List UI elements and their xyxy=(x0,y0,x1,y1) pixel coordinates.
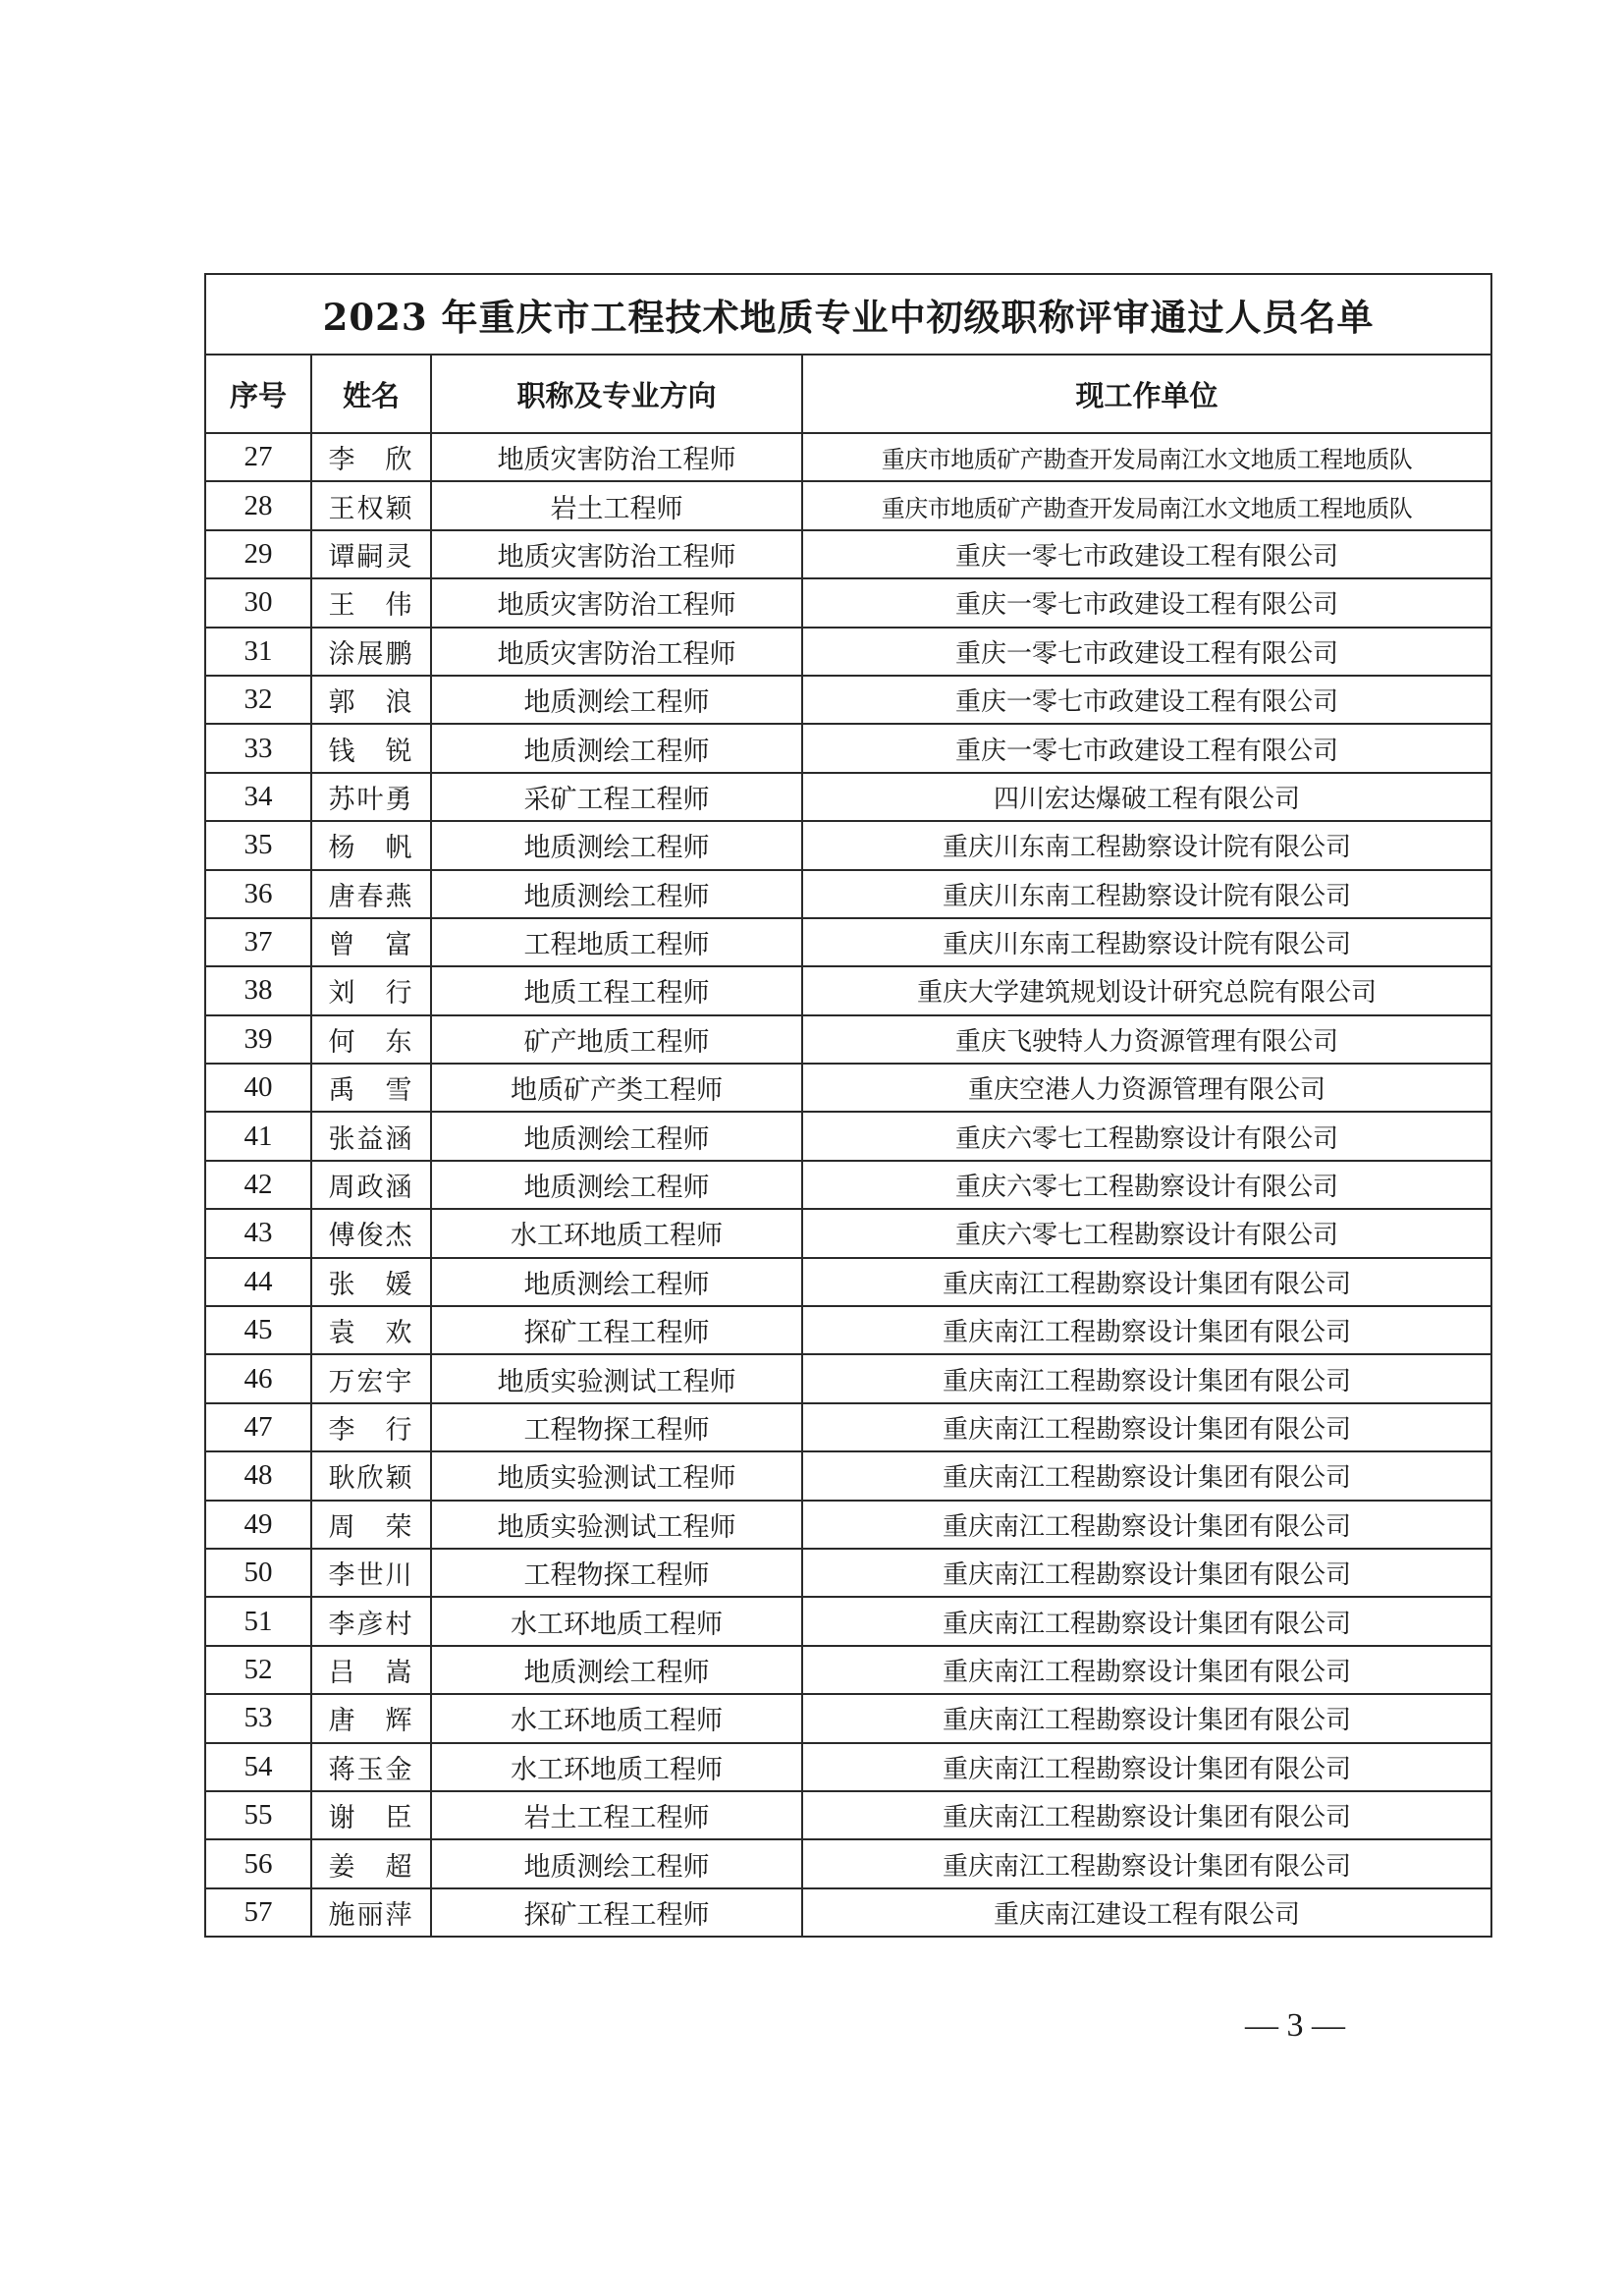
table-row xyxy=(205,773,1491,821)
row-title-cell: 地质灾害防治工程师 xyxy=(431,578,802,627)
row-title-cell: 水工环地质工程师 xyxy=(431,1743,802,1791)
row-index-cell: 53 xyxy=(205,1694,311,1742)
row-employer-cell: 重庆南江工程勘察设计集团有限公司 xyxy=(802,1354,1491,1402)
row-title-cell: 工程物探工程师 xyxy=(431,1549,802,1597)
row-index-cell: 55 xyxy=(205,1791,311,1839)
row-name-cell: 周 荣 xyxy=(311,1501,431,1549)
row-title-cell: 地质工程工程师 xyxy=(431,966,802,1014)
row-employer-cell: 重庆南江工程勘察设计集团有限公司 xyxy=(802,1403,1491,1451)
row-employer-cell: 重庆南江工程勘察设计集团有限公司 xyxy=(802,1646,1491,1694)
table-title-row xyxy=(205,274,1491,355)
table-row xyxy=(205,1354,1491,1402)
row-index-cell: 44 xyxy=(205,1258,311,1306)
page-number: — 3 — xyxy=(1245,2007,1345,2044)
row-employer-cell: 重庆南江工程勘察设计集团有限公司 xyxy=(802,1501,1491,1549)
table-row xyxy=(205,1549,1491,1597)
row-title-cell: 地质实验测试工程师 xyxy=(431,1501,802,1549)
row-index-cell: 45 xyxy=(205,1306,311,1354)
row-index-cell: 51 xyxy=(205,1597,311,1645)
row-index-cell: 43 xyxy=(205,1209,311,1257)
table-row xyxy=(205,918,1491,966)
row-index-cell: 31 xyxy=(205,628,311,676)
row-name-cell: 姜 超 xyxy=(311,1839,431,1887)
table-row xyxy=(205,1743,1491,1791)
table-row xyxy=(205,1501,1491,1549)
row-name-cell: 李 欣 xyxy=(311,433,431,481)
row-index-cell: 29 xyxy=(205,530,311,578)
row-name-cell: 钱 锐 xyxy=(311,724,431,772)
row-employer-cell: 重庆一零七市政建设工程有限公司 xyxy=(802,724,1491,772)
row-title-cell: 水工环地质工程师 xyxy=(431,1209,802,1257)
row-index-cell: 32 xyxy=(205,676,311,724)
row-name-cell: 蒋玉金 xyxy=(311,1743,431,1791)
row-name-cell: 郭 浪 xyxy=(311,676,431,724)
row-name-cell: 谭嗣灵 xyxy=(311,530,431,578)
row-title-cell: 探矿工程工程师 xyxy=(431,1306,802,1354)
row-employer-cell: 重庆一零七市政建设工程有限公司 xyxy=(802,676,1491,724)
row-name-cell: 张 媛 xyxy=(311,1258,431,1306)
row-index-cell: 48 xyxy=(205,1451,311,1500)
row-employer-cell: 重庆市地质矿产勘查开发局南江水文地质工程地质队 xyxy=(802,481,1491,529)
row-employer-cell: 重庆南江工程勘察设计集团有限公司 xyxy=(802,1791,1491,1839)
row-index-cell: 56 xyxy=(205,1839,311,1887)
row-index-cell: 33 xyxy=(205,724,311,772)
row-name-cell: 杨 帆 xyxy=(311,821,431,869)
row-name-cell: 李世川 xyxy=(311,1549,431,1597)
row-name-cell: 王权颖 xyxy=(311,481,431,529)
row-name-cell: 唐春燕 xyxy=(311,870,431,918)
row-title-cell: 地质灾害防治工程师 xyxy=(431,530,802,578)
row-title-cell: 地质测绘工程师 xyxy=(431,724,802,772)
row-employer-cell: 重庆川东南工程勘察设计院有限公司 xyxy=(802,918,1491,966)
row-index-cell: 38 xyxy=(205,966,311,1014)
document-title: 2023 年重庆市工程技术地质专业中初级职称评审通过人员名单 xyxy=(205,274,1491,355)
document-page xyxy=(204,273,1490,1938)
table-row xyxy=(205,628,1491,676)
row-employer-cell: 重庆南江工程勘察设计集团有限公司 xyxy=(802,1451,1491,1500)
row-employer-cell: 重庆市地质矿产勘查开发局南江水文地质工程地质队 xyxy=(802,433,1491,481)
row-name-cell: 傅俊杰 xyxy=(311,1209,431,1257)
row-employer-cell: 重庆六零七工程勘察设计有限公司 xyxy=(802,1161,1491,1209)
row-index-cell: 39 xyxy=(205,1015,311,1064)
row-index-cell: 34 xyxy=(205,773,311,821)
row-employer-cell: 重庆南江工程勘察设计集团有限公司 xyxy=(802,1694,1491,1742)
table-row xyxy=(205,1839,1491,1887)
row-index-cell: 28 xyxy=(205,481,311,529)
table-row xyxy=(205,433,1491,481)
row-title-cell: 矿产地质工程师 xyxy=(431,1015,802,1064)
row-title-cell: 地质测绘工程师 xyxy=(431,1646,802,1694)
table-row xyxy=(205,1451,1491,1500)
row-title-cell: 地质测绘工程师 xyxy=(431,1161,802,1209)
table-row xyxy=(205,1015,1491,1064)
table-row xyxy=(205,481,1491,529)
row-name-cell: 涂展鹏 xyxy=(311,628,431,676)
column-header-row xyxy=(205,355,1491,433)
row-index-cell: 41 xyxy=(205,1112,311,1160)
table-row xyxy=(205,1112,1491,1160)
column-header-name: 姓名 xyxy=(311,355,431,433)
table-row xyxy=(205,1888,1491,1937)
row-name-cell: 周政涵 xyxy=(311,1161,431,1209)
table-row xyxy=(205,1694,1491,1742)
row-index-cell: 40 xyxy=(205,1064,311,1112)
row-index-cell: 27 xyxy=(205,433,311,481)
row-name-cell: 苏叶勇 xyxy=(311,773,431,821)
row-title-cell: 地质实验测试工程师 xyxy=(431,1451,802,1500)
row-name-cell: 耿欣颖 xyxy=(311,1451,431,1500)
row-name-cell: 李 行 xyxy=(311,1403,431,1451)
table-row xyxy=(205,821,1491,869)
table-row xyxy=(205,1597,1491,1645)
row-index-cell: 49 xyxy=(205,1501,311,1549)
table-row xyxy=(205,966,1491,1014)
row-name-cell: 万宏宇 xyxy=(311,1354,431,1402)
personnel-table xyxy=(204,273,1492,1938)
table-row xyxy=(205,578,1491,627)
row-title-cell: 水工环地质工程师 xyxy=(431,1694,802,1742)
table-row xyxy=(205,1209,1491,1257)
row-index-cell: 57 xyxy=(205,1888,311,1937)
row-title-cell: 地质实验测试工程师 xyxy=(431,1354,802,1402)
row-name-cell: 袁 欢 xyxy=(311,1306,431,1354)
row-employer-cell: 重庆南江工程勘察设计集团有限公司 xyxy=(802,1839,1491,1887)
row-title-cell: 地质灾害防治工程师 xyxy=(431,433,802,481)
row-index-cell: 54 xyxy=(205,1743,311,1791)
row-title-cell: 采矿工程工程师 xyxy=(431,773,802,821)
row-index-cell: 50 xyxy=(205,1549,311,1597)
row-title-cell: 探矿工程工程师 xyxy=(431,1888,802,1937)
row-employer-cell: 四川宏达爆破工程有限公司 xyxy=(802,773,1491,821)
row-index-cell: 35 xyxy=(205,821,311,869)
table-row xyxy=(205,724,1491,772)
row-title-cell: 水工环地质工程师 xyxy=(431,1597,802,1645)
column-header-title-major: 职称及专业方向 xyxy=(431,355,802,433)
row-title-cell: 地质测绘工程师 xyxy=(431,870,802,918)
row-index-cell: 37 xyxy=(205,918,311,966)
row-title-cell: 地质测绘工程师 xyxy=(431,1112,802,1160)
row-employer-cell: 重庆南江建设工程有限公司 xyxy=(802,1888,1491,1937)
row-name-cell: 谢 臣 xyxy=(311,1791,431,1839)
row-employer-cell: 重庆六零七工程勘察设计有限公司 xyxy=(802,1112,1491,1160)
row-index-cell: 46 xyxy=(205,1354,311,1402)
row-title-cell: 地质测绘工程师 xyxy=(431,1258,802,1306)
table-body xyxy=(205,433,1491,1937)
row-employer-cell: 重庆六零七工程勘察设计有限公司 xyxy=(802,1209,1491,1257)
row-title-cell: 地质矿产类工程师 xyxy=(431,1064,802,1112)
row-employer-cell: 重庆川东南工程勘察设计院有限公司 xyxy=(802,821,1491,869)
row-index-cell: 52 xyxy=(205,1646,311,1694)
table-row xyxy=(205,1306,1491,1354)
row-name-cell: 吕 嵩 xyxy=(311,1646,431,1694)
row-name-cell: 唐 辉 xyxy=(311,1694,431,1742)
row-title-cell: 岩土工程工程师 xyxy=(431,1791,802,1839)
table-row xyxy=(205,530,1491,578)
row-employer-cell: 重庆一零七市政建设工程有限公司 xyxy=(802,578,1491,627)
table-row xyxy=(205,1791,1491,1839)
row-employer-cell: 重庆南江工程勘察设计集团有限公司 xyxy=(802,1597,1491,1645)
row-title-cell: 工程物探工程师 xyxy=(431,1403,802,1451)
table-row xyxy=(205,676,1491,724)
row-title-cell: 地质测绘工程师 xyxy=(431,821,802,869)
row-title-cell: 工程地质工程师 xyxy=(431,918,802,966)
row-name-cell: 王 伟 xyxy=(311,578,431,627)
row-employer-cell: 重庆川东南工程勘察设计院有限公司 xyxy=(802,870,1491,918)
row-index-cell: 42 xyxy=(205,1161,311,1209)
row-title-cell: 地质灾害防治工程师 xyxy=(431,628,802,676)
row-name-cell: 何 东 xyxy=(311,1015,431,1064)
row-index-cell: 36 xyxy=(205,870,311,918)
row-employer-cell: 重庆一零七市政建设工程有限公司 xyxy=(802,628,1491,676)
row-name-cell: 施丽萍 xyxy=(311,1888,431,1937)
row-employer-cell: 重庆空港人力资源管理有限公司 xyxy=(802,1064,1491,1112)
table-row xyxy=(205,1258,1491,1306)
row-title-cell: 岩土工程师 xyxy=(431,481,802,529)
row-employer-cell: 重庆南江工程勘察设计集团有限公司 xyxy=(802,1258,1491,1306)
row-employer-cell: 重庆南江工程勘察设计集团有限公司 xyxy=(802,1743,1491,1791)
table-row xyxy=(205,1403,1491,1451)
row-name-cell: 刘 行 xyxy=(311,966,431,1014)
row-index-cell: 47 xyxy=(205,1403,311,1451)
row-name-cell: 曾 富 xyxy=(311,918,431,966)
table-row xyxy=(205,1064,1491,1112)
row-name-cell: 禹 雪 xyxy=(311,1064,431,1112)
row-name-cell: 张益涵 xyxy=(311,1112,431,1160)
table-row xyxy=(205,870,1491,918)
row-title-cell: 地质测绘工程师 xyxy=(431,676,802,724)
row-employer-cell: 重庆飞驶特人力资源管理有限公司 xyxy=(802,1015,1491,1064)
row-employer-cell: 重庆南江工程勘察设计集团有限公司 xyxy=(802,1549,1491,1597)
table-row xyxy=(205,1161,1491,1209)
column-header-index: 序号 xyxy=(205,355,311,433)
row-employer-cell: 重庆大学建筑规划设计研究总院有限公司 xyxy=(802,966,1491,1014)
row-employer-cell: 重庆南江工程勘察设计集团有限公司 xyxy=(802,1306,1491,1354)
table-row xyxy=(205,1646,1491,1694)
row-name-cell: 李彦村 xyxy=(311,1597,431,1645)
row-employer-cell: 重庆一零七市政建设工程有限公司 xyxy=(802,530,1491,578)
row-index-cell: 30 xyxy=(205,578,311,627)
row-title-cell: 地质测绘工程师 xyxy=(431,1839,802,1887)
column-header-employer: 现工作单位 xyxy=(802,355,1491,433)
